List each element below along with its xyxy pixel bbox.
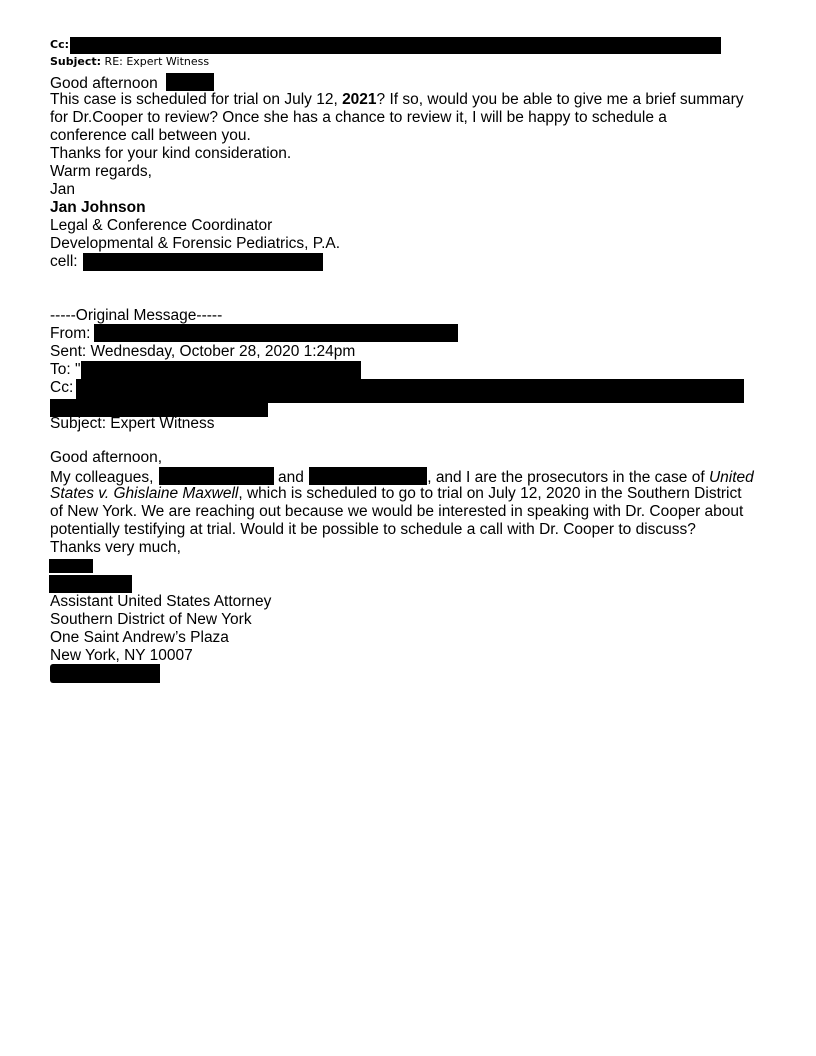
original-thanks: Thanks very much, (50, 539, 181, 556)
redaction-from-address (94, 324, 458, 342)
redaction-colleague-1 (159, 467, 274, 485)
original-body-line-2 (50, 485, 742, 503)
redaction-to-address (81, 361, 361, 379)
original-body-a: My colleagues, (50, 469, 154, 486)
signature-name: Jan Johnson (50, 199, 146, 216)
original-body-and: and (278, 469, 304, 486)
original-greeting: Good afternoon, (50, 449, 163, 466)
reply-sign-first: Jan (50, 181, 75, 198)
signature-title: Legal & Conference Coordinator (50, 217, 273, 234)
original-case-italic-2: States v. Ghislaine Maxwell (50, 485, 239, 502)
original-from-label: From: (50, 325, 91, 342)
signature-org: Developmental & Forensic Pediatrics, P.A. (50, 235, 341, 252)
original-subject: Subject: Expert Witness (50, 415, 215, 432)
reply-body-line-2: for Dr.Cooper to review? Once she has a chance to review it, I will be happy to schedule a (50, 109, 667, 126)
reply-body-year: 2021 (342, 91, 377, 108)
redaction-cc-recipients (70, 37, 721, 54)
original-body-c: , which is scheduled to go to trial on July 12, 2020 in the Southern District (238, 485, 742, 502)
reply-body-part2: ? If so, would you be able to give me a brief summary (376, 91, 744, 108)
cc-header-label: Cc: (50, 38, 69, 51)
original-sig-office: Southern District of New York (50, 611, 252, 628)
redaction-cell-number (83, 253, 323, 271)
reply-body-line-1 (50, 91, 744, 109)
subject-header (50, 55, 209, 69)
original-body-line-3: of New York. We are reaching out because we would be interested in speaking with Dr. Cooper about (50, 503, 744, 520)
redaction-colleague-2 (309, 467, 427, 485)
original-to-label: To: " (50, 361, 81, 378)
original-body-line-1 (50, 467, 754, 487)
subject-header-label: Subject: (50, 55, 102, 68)
redaction-sender-phone (50, 664, 160, 683)
original-sent: Sent: Wednesday, October 28, 2020 1:24pm (50, 343, 356, 360)
redaction-sender-last-name (49, 575, 132, 593)
reply-greeting (50, 73, 214, 93)
original-sig-address1: One Saint Andrew’s Plaza (50, 629, 229, 646)
original-body-line-4: potentially testifying at trial. Would it be possible to schedule a call with Dr. Cooper to discuss? (50, 521, 696, 538)
original-separator: -----Original Message----- (50, 307, 223, 324)
reply-closing: Warm regards, (50, 163, 152, 180)
reply-thanks: Thanks for your kind consideration. (50, 145, 292, 162)
subject-header-value: RE: Expert Witness (104, 55, 210, 68)
redaction-sender-first-name (49, 559, 93, 573)
signature-cell-label: cell: (50, 253, 78, 270)
original-sig-title: Assistant United States Attorney (50, 593, 272, 610)
original-sig-address2: New York, NY 10007 (50, 647, 193, 664)
original-body-b: , and I are the prosecutors in the case of (427, 469, 709, 486)
reply-body-line-3: conference call between you. (50, 127, 251, 144)
reply-body-part1: This case is scheduled for trial on July 12, (50, 91, 343, 108)
original-case-italic-1: United (708, 469, 754, 486)
reply-greeting-text: Good afternoon (50, 75, 158, 92)
redaction-greeting-name (166, 73, 214, 91)
original-cc-label: Cc: (50, 379, 74, 396)
